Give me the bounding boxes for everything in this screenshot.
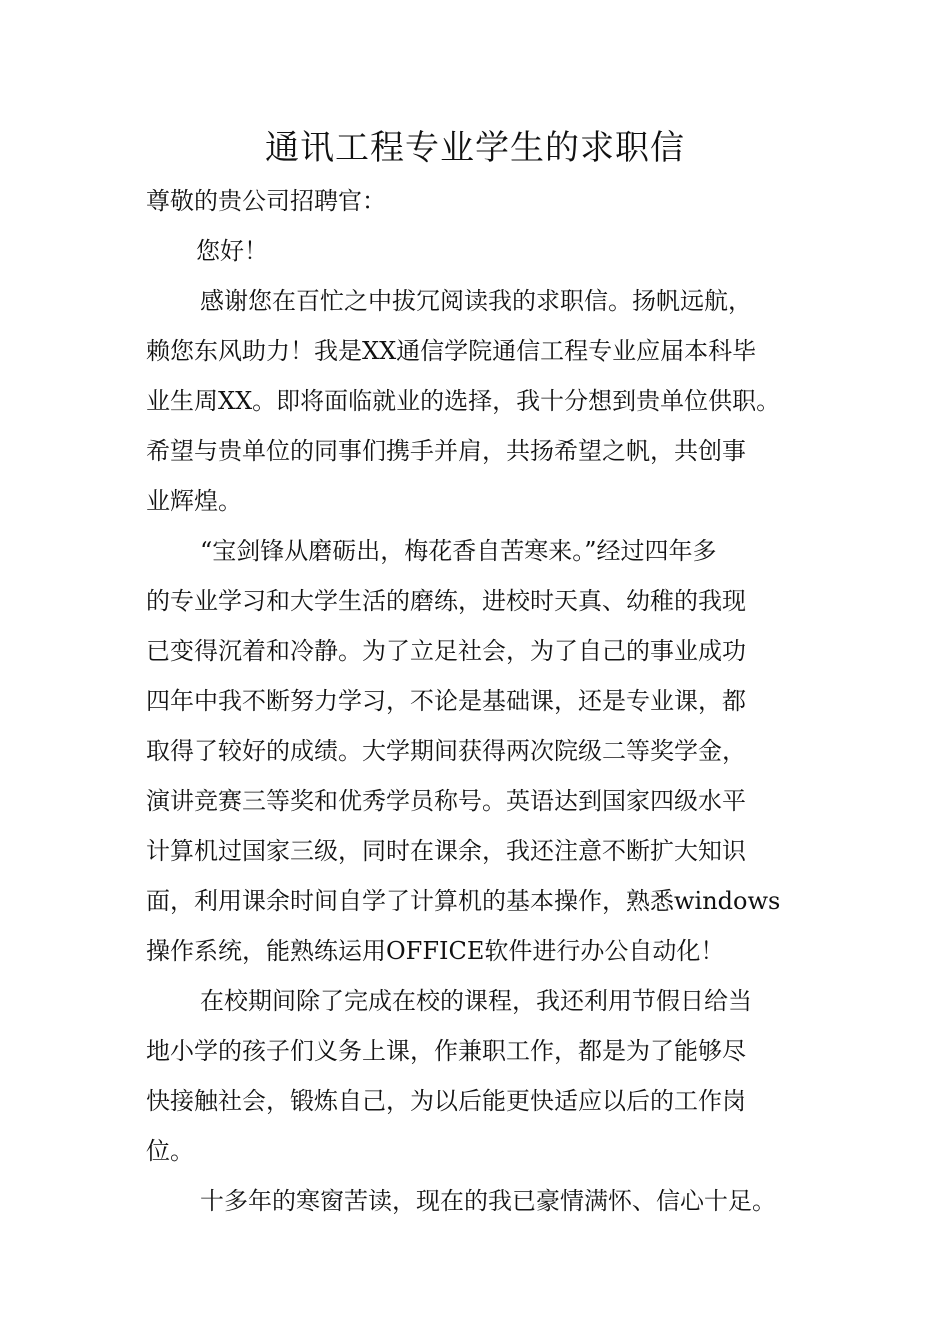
paragraph-1 <box>146 276 826 526</box>
text-line: 面，利用课余时间自学了计算机的基本操作，熟悉windows <box>146 887 781 915</box>
text-line: 业生周XX。即将面临就业的选择，我十分想到贵单位供职。 <box>146 387 781 415</box>
text-line: 操作系统，能熟练运用OFFICE软件进行办公自动化！ <box>146 937 725 965</box>
text-line: 在校期间除了完成在校的课程，我还利用节假日给当 <box>200 987 752 1015</box>
text-line: 计算机过国家三级，同时在课余，我还注意不断扩大知识 <box>146 837 746 865</box>
paragraph-4 <box>146 1176 826 1226</box>
text-line: 业辉煌。 <box>146 487 242 515</box>
text-line: 赖您东风助力！我是XX通信学院通信工程专业应届本科毕 <box>146 337 757 365</box>
letter-body <box>146 176 826 1226</box>
text-line: 感谢您在百忙之中拔冗阅读我的求职信。扬帆远航， <box>200 287 752 315</box>
greeting: 您好！ <box>196 237 268 265</box>
text-line: 地小学的孩子们义务上课，作兼职工作，都是为了能够尽 <box>146 1037 746 1065</box>
text-line: 的专业学习和大学生活的磨练，进校时天真、幼稚的我现 <box>146 587 746 615</box>
text-line: 希望与贵单位的同事们携手并肩，共扬希望之帆，共创事 <box>146 437 746 465</box>
document-title: 通讯工程专业学生的求职信 <box>265 128 685 168</box>
text-line: 十多年的寒窗苦读，现在的我已豪情满怀、信心十足。 <box>200 1187 776 1215</box>
text-line: 位。 <box>146 1137 194 1165</box>
text-line: 四年中我不断努力学习，不论是基础课，还是专业课，都 <box>146 687 746 715</box>
text-line: 演讲竞赛三等奖和优秀学员称号。英语达到国家四级水平 <box>146 787 746 815</box>
salutation: 尊敬的贵公司招聘官： <box>146 187 386 215</box>
text-line: “宝剑锋从磨砺出，梅花香自苦寒来。”经过四年多 <box>200 537 717 565</box>
text-line: 快接触社会，锻炼自己，为以后能更快适应以后的工作岗 <box>146 1087 746 1115</box>
paragraph-3 <box>146 976 826 1176</box>
text-line: 取得了较好的成绩。大学期间获得两次院级二等奖学金， <box>146 737 746 765</box>
paragraph-2 <box>146 526 826 976</box>
text-line: 已变得沉着和冷静。为了立足社会，为了自己的事业成功 <box>146 637 746 665</box>
